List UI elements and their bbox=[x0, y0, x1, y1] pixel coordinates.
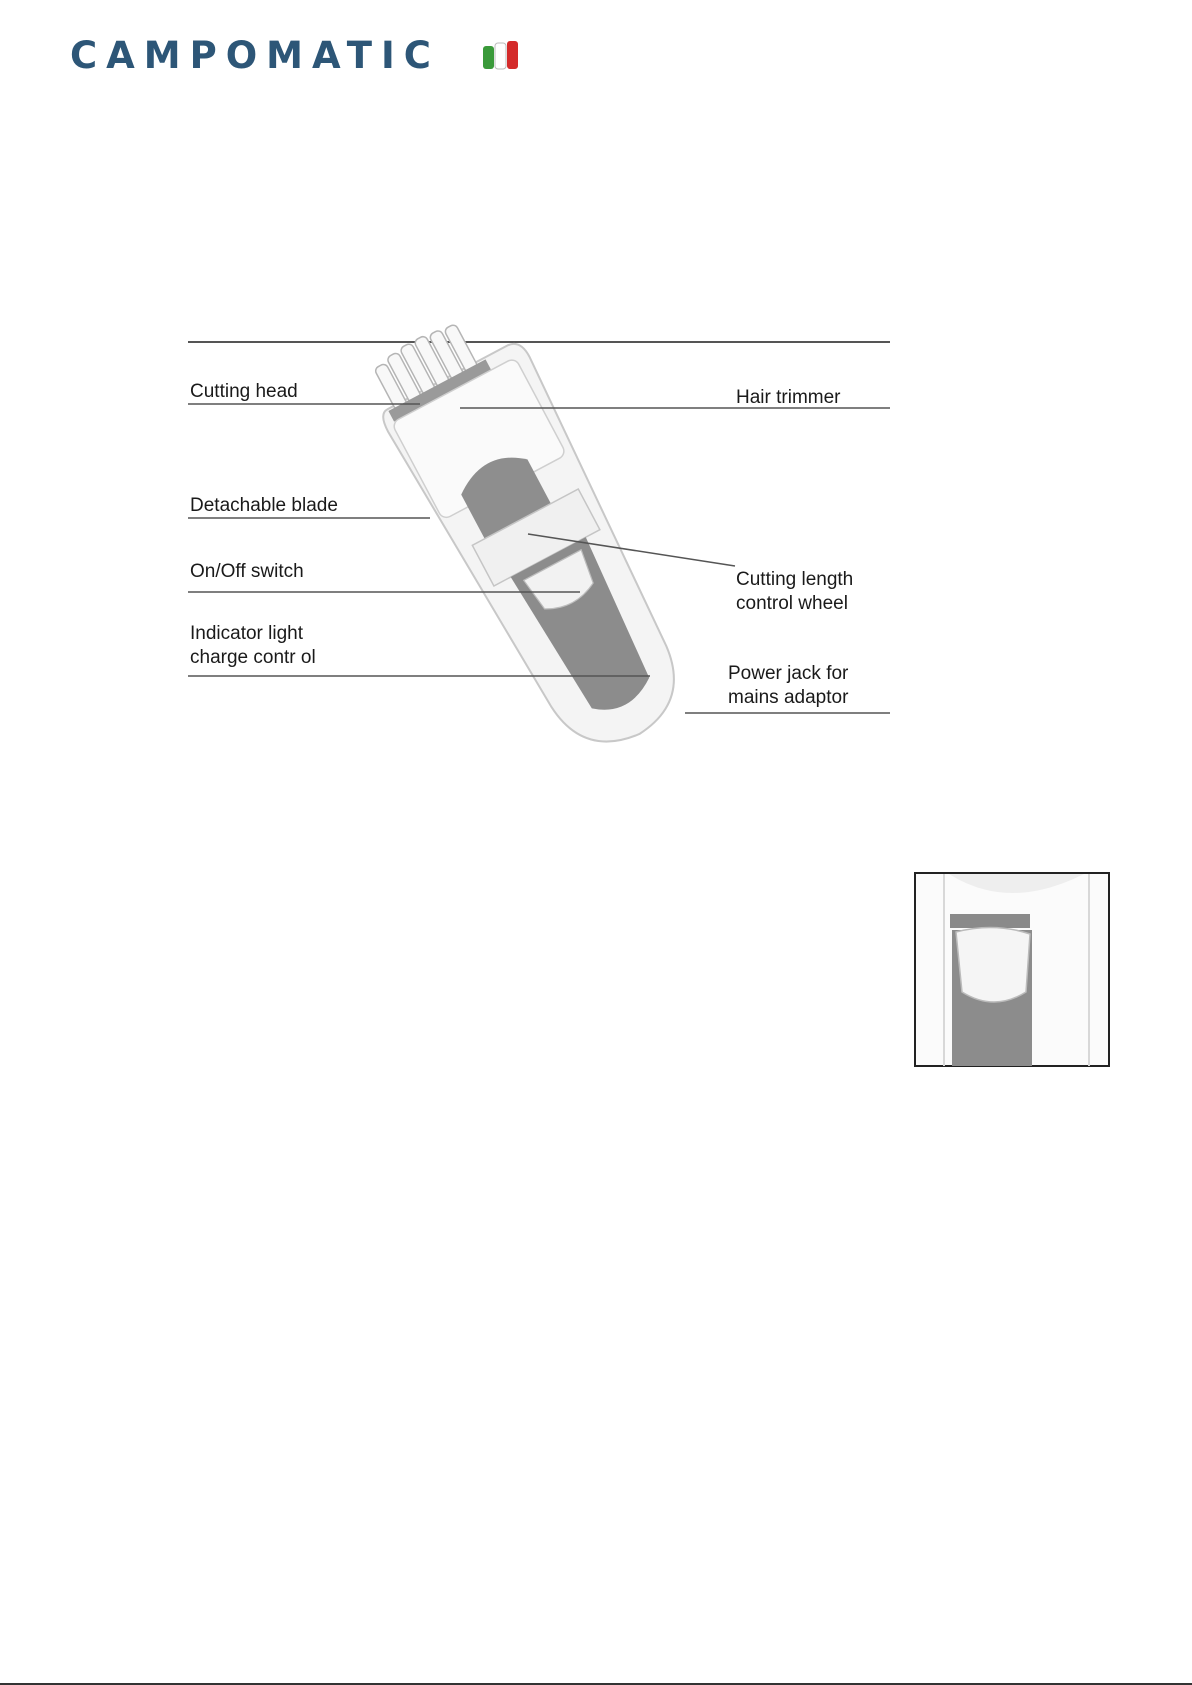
brand-logo-text: CAMPOMATIC bbox=[70, 34, 440, 77]
label-indicator-1: Indicator light bbox=[190, 623, 304, 644]
switch-detail-inset bbox=[914, 872, 1110, 1067]
label-detachable-blade: Detachable blade bbox=[190, 495, 338, 516]
label-on-off-switch: On/Off switch bbox=[190, 561, 304, 582]
label-cutting-head: Cutting head bbox=[190, 381, 298, 402]
label-indicator-2: charge contr ol bbox=[190, 647, 316, 668]
label-cutting-length-1: Cutting length bbox=[736, 569, 854, 590]
label-cutting-length-2: control wheel bbox=[736, 593, 848, 614]
switch-detail-button bbox=[956, 927, 1030, 1002]
label-hair-trimmer: Hair trimmer bbox=[736, 387, 841, 408]
trimmer-illustration bbox=[356, 296, 710, 771]
label-power-jack-2: mains adaptor bbox=[728, 687, 849, 708]
label-power-jack-1: Power jack for bbox=[728, 663, 849, 684]
